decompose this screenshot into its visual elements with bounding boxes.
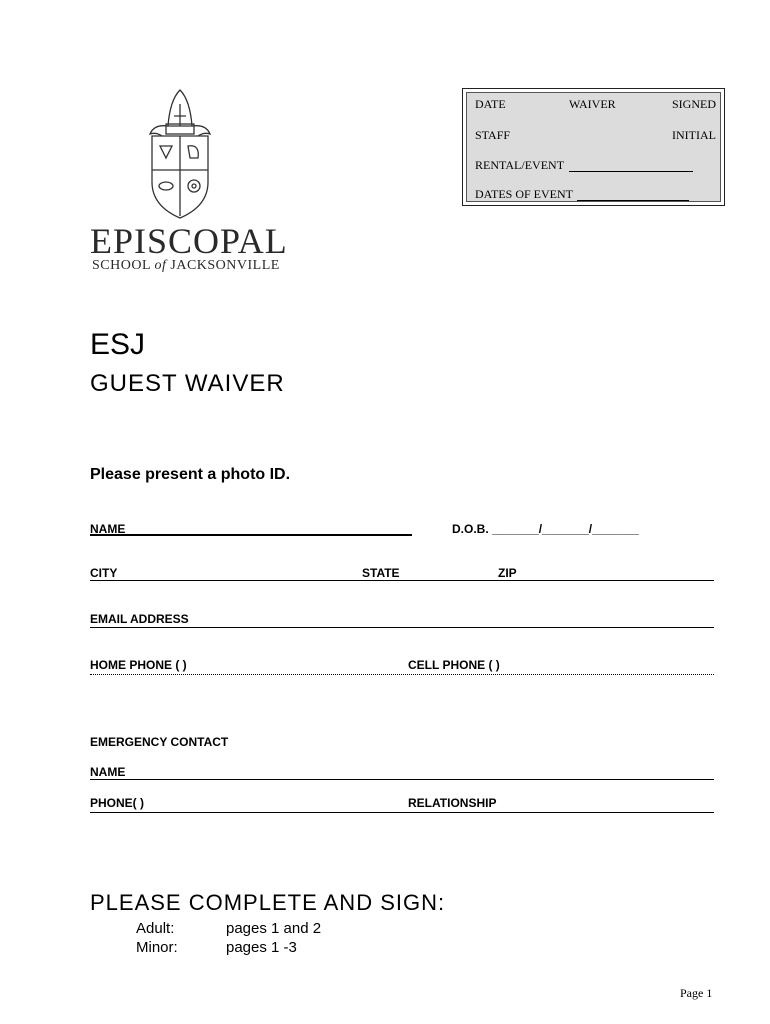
city-state-zip-field[interactable] xyxy=(90,580,714,581)
school-crest-logo xyxy=(140,86,220,220)
office-rental-event-label: RENTAL/EVENT xyxy=(475,158,565,172)
phone-field[interactable] xyxy=(90,674,714,675)
emergency-phone-relationship-field[interactable] xyxy=(90,812,714,813)
emergency-name-label: NAME xyxy=(90,765,126,779)
office-initial-label: INITIAL xyxy=(672,128,716,142)
emergency-contact-label: EMERGENCY CONTACT xyxy=(90,735,229,749)
office-rental-event-line xyxy=(569,171,693,172)
photo-id-instruction: Please present a photo ID. xyxy=(90,466,291,483)
cell-phone-label: CELL PHONE ( ) xyxy=(408,658,500,672)
office-waiver-label: WAIVER xyxy=(569,97,616,111)
emergency-name-field[interactable] xyxy=(90,779,714,780)
complete-and-sign-heading: PLEASE COMPLETE AND SIGN: xyxy=(90,890,446,915)
school-name: EPISCOPAL xyxy=(90,221,288,261)
page-subtitle: GUEST WAIVER xyxy=(90,370,285,397)
page-title: ESJ xyxy=(90,328,146,361)
adult-label: Adult: xyxy=(136,920,175,937)
office-dates-of-event-label: DATES OF EVENT xyxy=(475,187,573,201)
page-number: Page 1 xyxy=(680,986,713,1000)
relationship-label: RELATIONSHIP xyxy=(408,796,497,810)
state-label: STATE xyxy=(362,566,400,580)
name-label: NAME xyxy=(90,522,126,536)
email-label: EMAIL ADDRESS xyxy=(90,612,189,626)
minor-pages: pages 1 -3 xyxy=(226,939,297,956)
office-use-box xyxy=(462,88,725,206)
zip-label: ZIP xyxy=(498,566,517,580)
home-phone-label: HOME PHONE ( ) xyxy=(90,658,187,672)
office-dates-of-event-line xyxy=(577,200,689,201)
dob-field[interactable]: D.O.B. _______/_______/_______ xyxy=(452,522,639,536)
office-signed-label: SIGNED xyxy=(672,97,716,111)
office-date-label: DATE xyxy=(475,97,506,111)
adult-pages: pages 1 and 2 xyxy=(226,920,322,937)
office-staff-label: STAFF xyxy=(475,128,511,142)
emergency-phone-label: PHONE( ) xyxy=(90,796,144,810)
name-field[interactable] xyxy=(90,534,412,536)
minor-label: Minor: xyxy=(136,939,178,956)
city-label: CITY xyxy=(90,566,118,580)
email-field[interactable] xyxy=(90,627,714,628)
school-subtitle: SCHOOL of JACKSONVILLE xyxy=(92,258,280,273)
